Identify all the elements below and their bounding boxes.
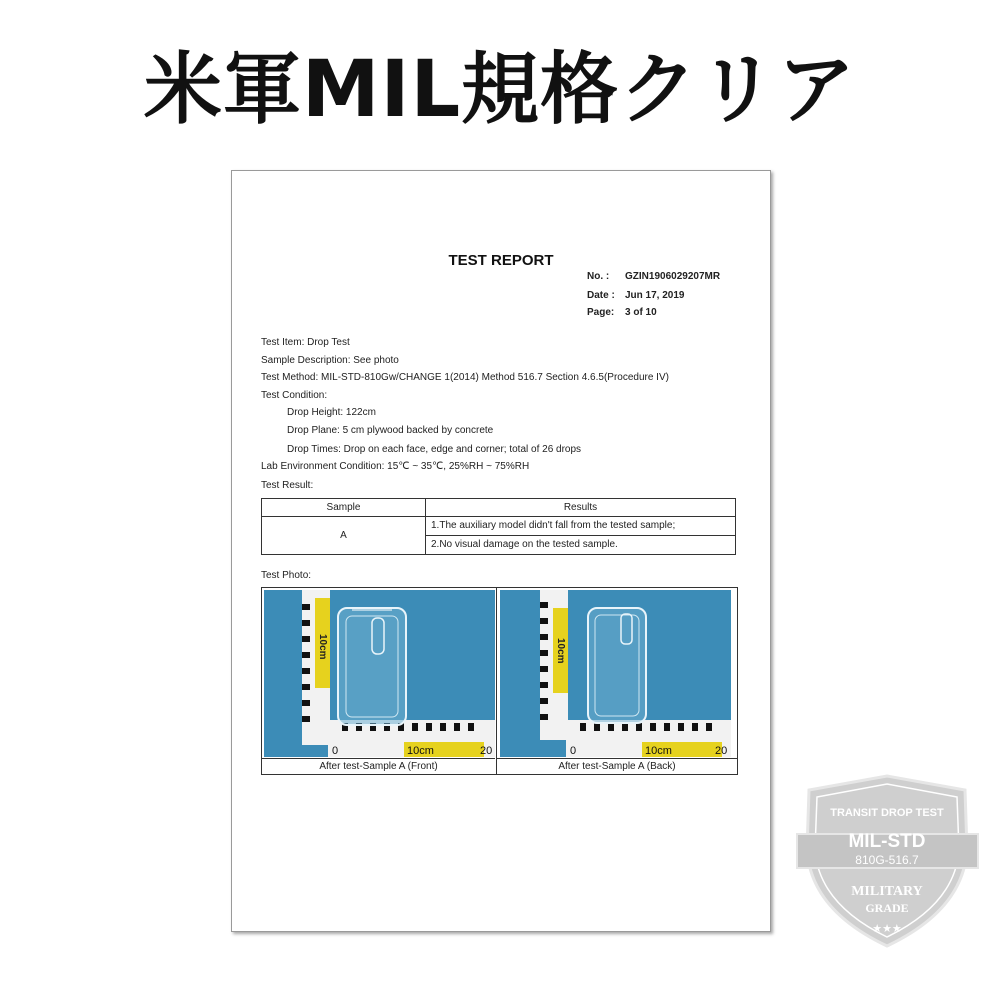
back-sample-photo (500, 590, 731, 757)
page-headline: 米軍MIL規格クリア (143, 45, 857, 135)
report-date-value: Jun 17, 2019 (625, 290, 685, 301)
report-title: TEST REPORT (448, 252, 554, 269)
back-photo-caption: After test-Sample A (Back) (497, 758, 737, 774)
ruler-ten-label: 10cm (645, 745, 672, 757)
badge-line-4: MILITARY (851, 884, 923, 899)
report-number-label: No. : (587, 271, 610, 282)
results-column-header: Results (426, 499, 736, 517)
drop-times-line: Drop Times: Drop on each face, edge and corner; total of 26 drops (287, 444, 582, 455)
report-page (587, 307, 657, 318)
badge-line-2: MIL-STD (848, 831, 926, 852)
mil-std-shield-badge-icon (795, 770, 980, 950)
drop-height-line: Drop Height: 122cm (287, 407, 376, 418)
report-number (587, 271, 720, 282)
report-page-label: Page: (587, 307, 615, 318)
report-number-value: GZIN1906029207MR (625, 271, 721, 282)
test-report-document (231, 170, 771, 932)
results-table (261, 498, 736, 555)
ruler-twenty-label: 20 (480, 745, 493, 757)
ruler-zero-label: 0 (570, 745, 577, 757)
result-cell-1: 1.The auxiliary model didn't fall from the tested sample; (426, 517, 736, 536)
test-condition-line: Test Condition: (261, 390, 328, 401)
ruler-zero-label: 0 (332, 745, 339, 757)
lab-environment-line: Lab Environment Condition: 15℃ ~ 35℃, 25%RH ~ 75%RH (261, 461, 530, 472)
test-method-line: Test Method: MIL-STD-810Gw/CHANGE 1(2014) Method 516.7 Section 4.6.5(Procedure IV) (261, 372, 669, 383)
test-item-line: Test Item: Drop Test (261, 337, 350, 348)
sample-description-line: Sample Description: See photo (261, 355, 399, 366)
test-result-line: Test Result: (261, 480, 314, 491)
sample-cell: A (262, 517, 426, 555)
result-cell-2: 2.No visual damage on the tested sample. (426, 536, 736, 555)
front-sample-photo (264, 590, 495, 757)
badge-line-5: GRADE (865, 901, 909, 915)
table-row (262, 517, 736, 536)
results-table-header (262, 499, 736, 517)
front-photo-caption: After test-Sample A (Front) (262, 758, 495, 774)
vertical-ruler-label: 10cm (317, 634, 328, 660)
photo-table (261, 587, 738, 775)
report-page-value: 3 of 10 (625, 307, 657, 318)
vertical-ruler-label: 10cm (555, 638, 566, 664)
drop-plane-line: Drop Plane: 5 cm plywood backed by concrete (287, 425, 494, 436)
test-photo-label: Test Photo: (261, 570, 312, 581)
badge-line-3: 810G-516.7 (855, 853, 919, 867)
badge-stars: ★★★ (872, 922, 902, 935)
badge-line-1: TRANSIT DROP TEST (830, 807, 944, 819)
report-date (587, 290, 684, 301)
report-date-label: Date : (587, 290, 615, 301)
ruler-twenty-label: 20 (715, 745, 728, 757)
sample-column-header: Sample (262, 499, 426, 517)
ruler-ten-label: 10cm (407, 745, 434, 757)
photo-divider (496, 588, 497, 774)
